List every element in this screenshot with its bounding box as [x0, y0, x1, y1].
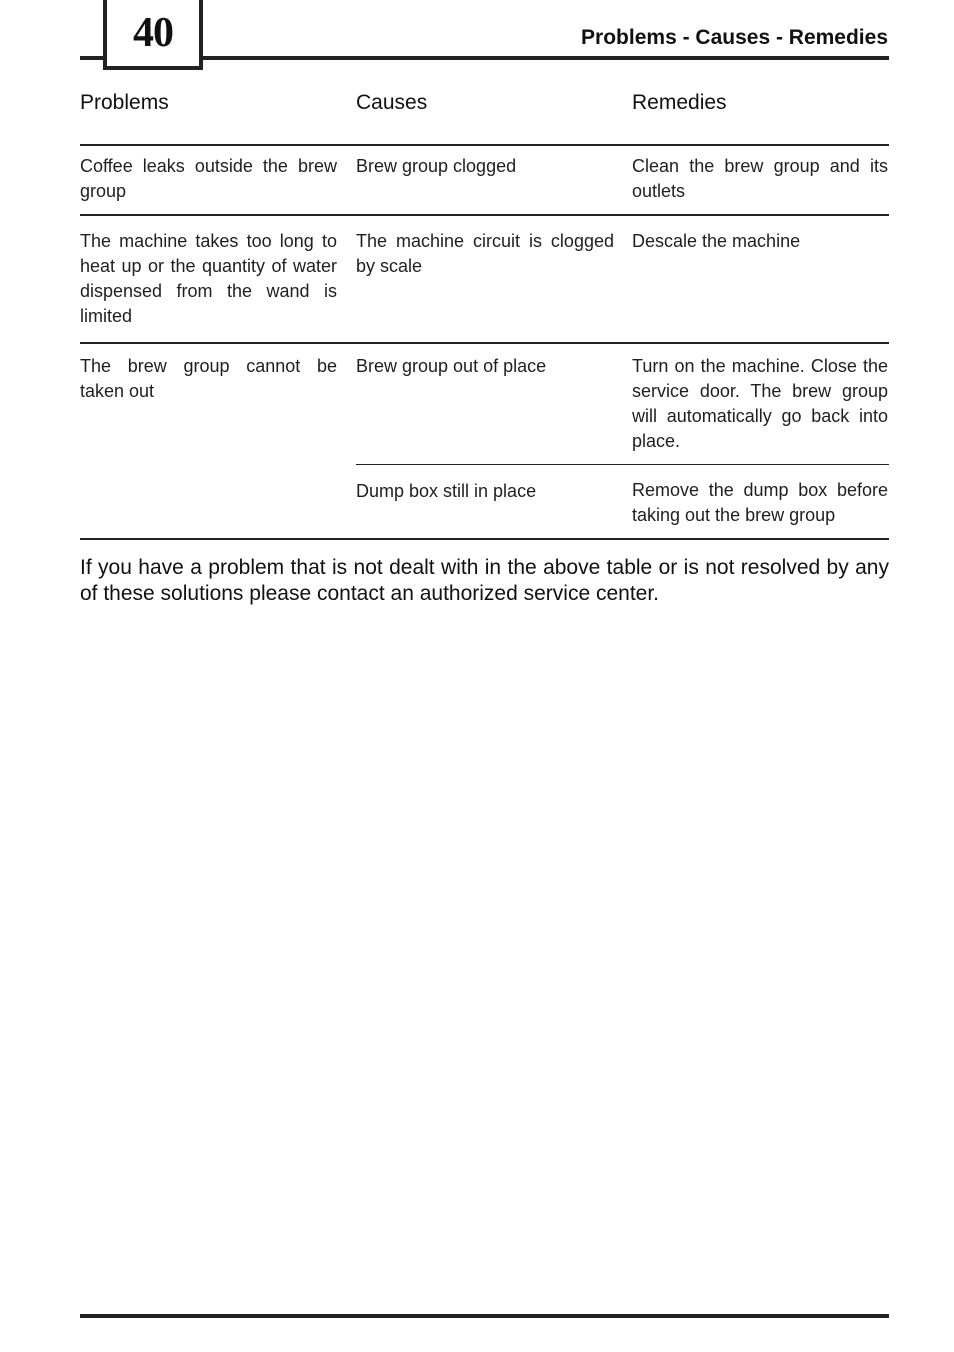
page-number: 40	[133, 10, 173, 56]
table-cell-cause: Dump box still in place	[356, 481, 537, 501]
table-bottom-rule	[80, 538, 889, 540]
table-cell-remedy: Clean the brew group and its outlets	[632, 156, 888, 201]
column-header-causes: Causes	[356, 91, 428, 114]
table-header-rule	[80, 144, 889, 146]
column-header-remedies: Remedies	[632, 91, 727, 114]
table-cell-problem: Coffee leaks outside the brew group	[80, 156, 337, 201]
table-cell-cause: Brew group out of place	[356, 356, 547, 376]
section-title: Problems - Causes - Remedies	[581, 26, 888, 49]
table-cell-remedy: Descale the machine	[632, 231, 801, 251]
table-cell-problem: The machine takes too long to heat up or the quantity of water dispensed from the wand is limited	[80, 231, 337, 326]
column-header-problems: Problems	[80, 91, 169, 114]
page-number-box	[103, 0, 203, 70]
footer-rule	[80, 1314, 889, 1318]
table-subrow-rule	[356, 464, 889, 465]
table-row-rule	[80, 342, 889, 344]
table-cell-cause: Brew group clogged	[356, 156, 517, 176]
table-cell-cause: The machine circuit is clogged by scale	[356, 231, 614, 276]
service-note: If you have a problem that is not dealt with in the above table or is not resolved by any of these solutions please contact an authorized service center.	[80, 556, 889, 605]
table-cell-remedy: Remove the dump box before taking out the brew group	[632, 480, 888, 525]
table-cell-problem: The brew group cannot be taken out	[80, 356, 337, 401]
table-cell-remedy: Turn on the machine. Close the service door. The brew group will automatically go back into place.	[632, 356, 888, 451]
table-row-rule	[80, 214, 889, 216]
